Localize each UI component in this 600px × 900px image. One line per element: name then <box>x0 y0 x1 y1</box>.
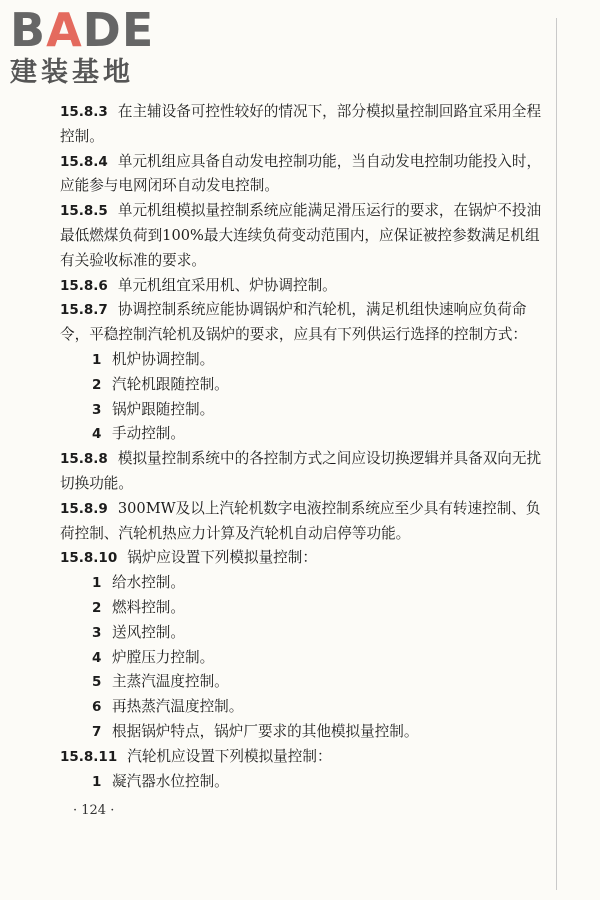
clause-text: 单元机组宜采用机、炉协调控制。 <box>117 276 337 294</box>
clause-number: 15.8.4 <box>60 153 108 170</box>
item-text: 燃料控制。 <box>112 598 185 616</box>
clause-text: 汽轮机应设置下列模拟量控制： <box>127 747 332 765</box>
list-item <box>60 422 546 447</box>
clause-text: 在主辅设备可控性较好的情况下，部分模拟量控制回路宜采用全程控制。 <box>60 103 542 145</box>
list-item <box>60 596 546 621</box>
logo-subtitle: 建装基地 <box>10 57 134 88</box>
item-number: 7 <box>92 723 102 740</box>
item-number: 2 <box>92 599 102 616</box>
item-text: 给水控制。 <box>112 574 185 592</box>
item-text: 凝汽器水位控制。 <box>112 772 229 790</box>
list-item <box>60 398 546 423</box>
list-item <box>60 670 546 695</box>
item-number: 5 <box>92 674 102 691</box>
clause-paragraph <box>60 150 546 200</box>
logo <box>10 4 180 90</box>
clause-paragraph <box>60 199 546 273</box>
clause-paragraph <box>60 497 546 547</box>
logo-letter-b: B <box>10 3 47 57</box>
clause-paragraph <box>60 447 546 497</box>
item-text: 机炉协调控制。 <box>112 350 215 368</box>
list-item <box>60 646 546 671</box>
list-item <box>60 695 546 720</box>
list-item <box>60 348 546 373</box>
clause-paragraph <box>60 100 546 150</box>
clause-number: 15.8.7 <box>60 302 108 319</box>
item-text: 主蒸汽温度控制。 <box>112 673 229 691</box>
document-body <box>60 100 546 794</box>
list-item <box>60 621 546 646</box>
logo-letter-d: D <box>82 3 122 57</box>
clause-paragraph <box>60 546 546 571</box>
logo-mark <box>10 4 180 56</box>
item-number: 4 <box>92 426 102 443</box>
clause-number: 15.8.11 <box>60 748 118 765</box>
item-text: 炉膛压力控制。 <box>112 648 215 666</box>
page-number: · 124 · <box>73 803 115 818</box>
item-number: 1 <box>92 773 102 790</box>
clause-number: 15.8.9 <box>60 500 108 517</box>
list-item <box>60 770 546 795</box>
clause-paragraph <box>60 274 546 299</box>
item-number: 1 <box>92 575 102 592</box>
logo-letter-e: E <box>121 3 155 57</box>
item-number: 3 <box>92 401 102 418</box>
item-text: 送风控制。 <box>112 623 185 641</box>
clause-text: 模拟量控制系统中的各控制方式之间应设切换逻辑并具备双向无扰切换功能。 <box>60 450 542 492</box>
clause-text: 单元机组应具备自动发电控制功能，当自动发电控制功能投入时，应能参与电网闭环自动发电控制。 <box>60 152 542 195</box>
list-item <box>60 720 546 745</box>
clause-paragraph <box>60 745 546 770</box>
item-text: 手动控制。 <box>112 425 185 443</box>
item-number: 1 <box>92 351 102 368</box>
clause-text: 单元机组模拟量控制系统应能满足滑压运行的要求，在锅炉不投油最低燃煤负荷到100%最大连续负荷变动范围内，应保证被控参数满足机组有关验收标准的要求。 <box>60 202 542 269</box>
page-edge-rule <box>556 18 557 890</box>
list-item <box>60 373 546 398</box>
item-number: 4 <box>92 649 102 666</box>
item-text: 锅炉跟随控制。 <box>112 400 215 418</box>
clause-number: 15.8.8 <box>60 451 108 468</box>
item-number: 2 <box>92 376 102 393</box>
list-item <box>60 571 546 596</box>
clause-number: 15.8.10 <box>60 550 118 567</box>
clause-text: 300MW及以上汽轮机数字电液控制系统应至少具有转速控制、负荷控制、汽轮机热应力计算及汽轮机自动启停等功能。 <box>60 499 541 542</box>
clause-paragraph <box>60 298 546 348</box>
clause-number: 15.8.3 <box>60 104 108 120</box>
item-text: 再热蒸汽温度控制。 <box>112 698 244 716</box>
item-number: 6 <box>92 699 102 716</box>
clause-text: 锅炉应设置下列模拟量控制： <box>127 549 317 567</box>
clause-text: 协调控制系统应能协调锅炉和汽轮机，满足机组快速响应负荷命令，平稳控制汽轮机及锅炉的要求，应具有下列供运行选择的控制方式： <box>60 301 528 344</box>
logo-letter-a: A <box>46 3 83 57</box>
item-text: 根据锅炉特点，锅炉厂要求的其他模拟量控制。 <box>112 722 419 740</box>
item-text: 汽轮机跟随控制。 <box>112 375 229 393</box>
clause-number: 15.8.5 <box>60 203 108 220</box>
item-number: 3 <box>92 624 102 641</box>
clause-number: 15.8.6 <box>60 277 108 294</box>
